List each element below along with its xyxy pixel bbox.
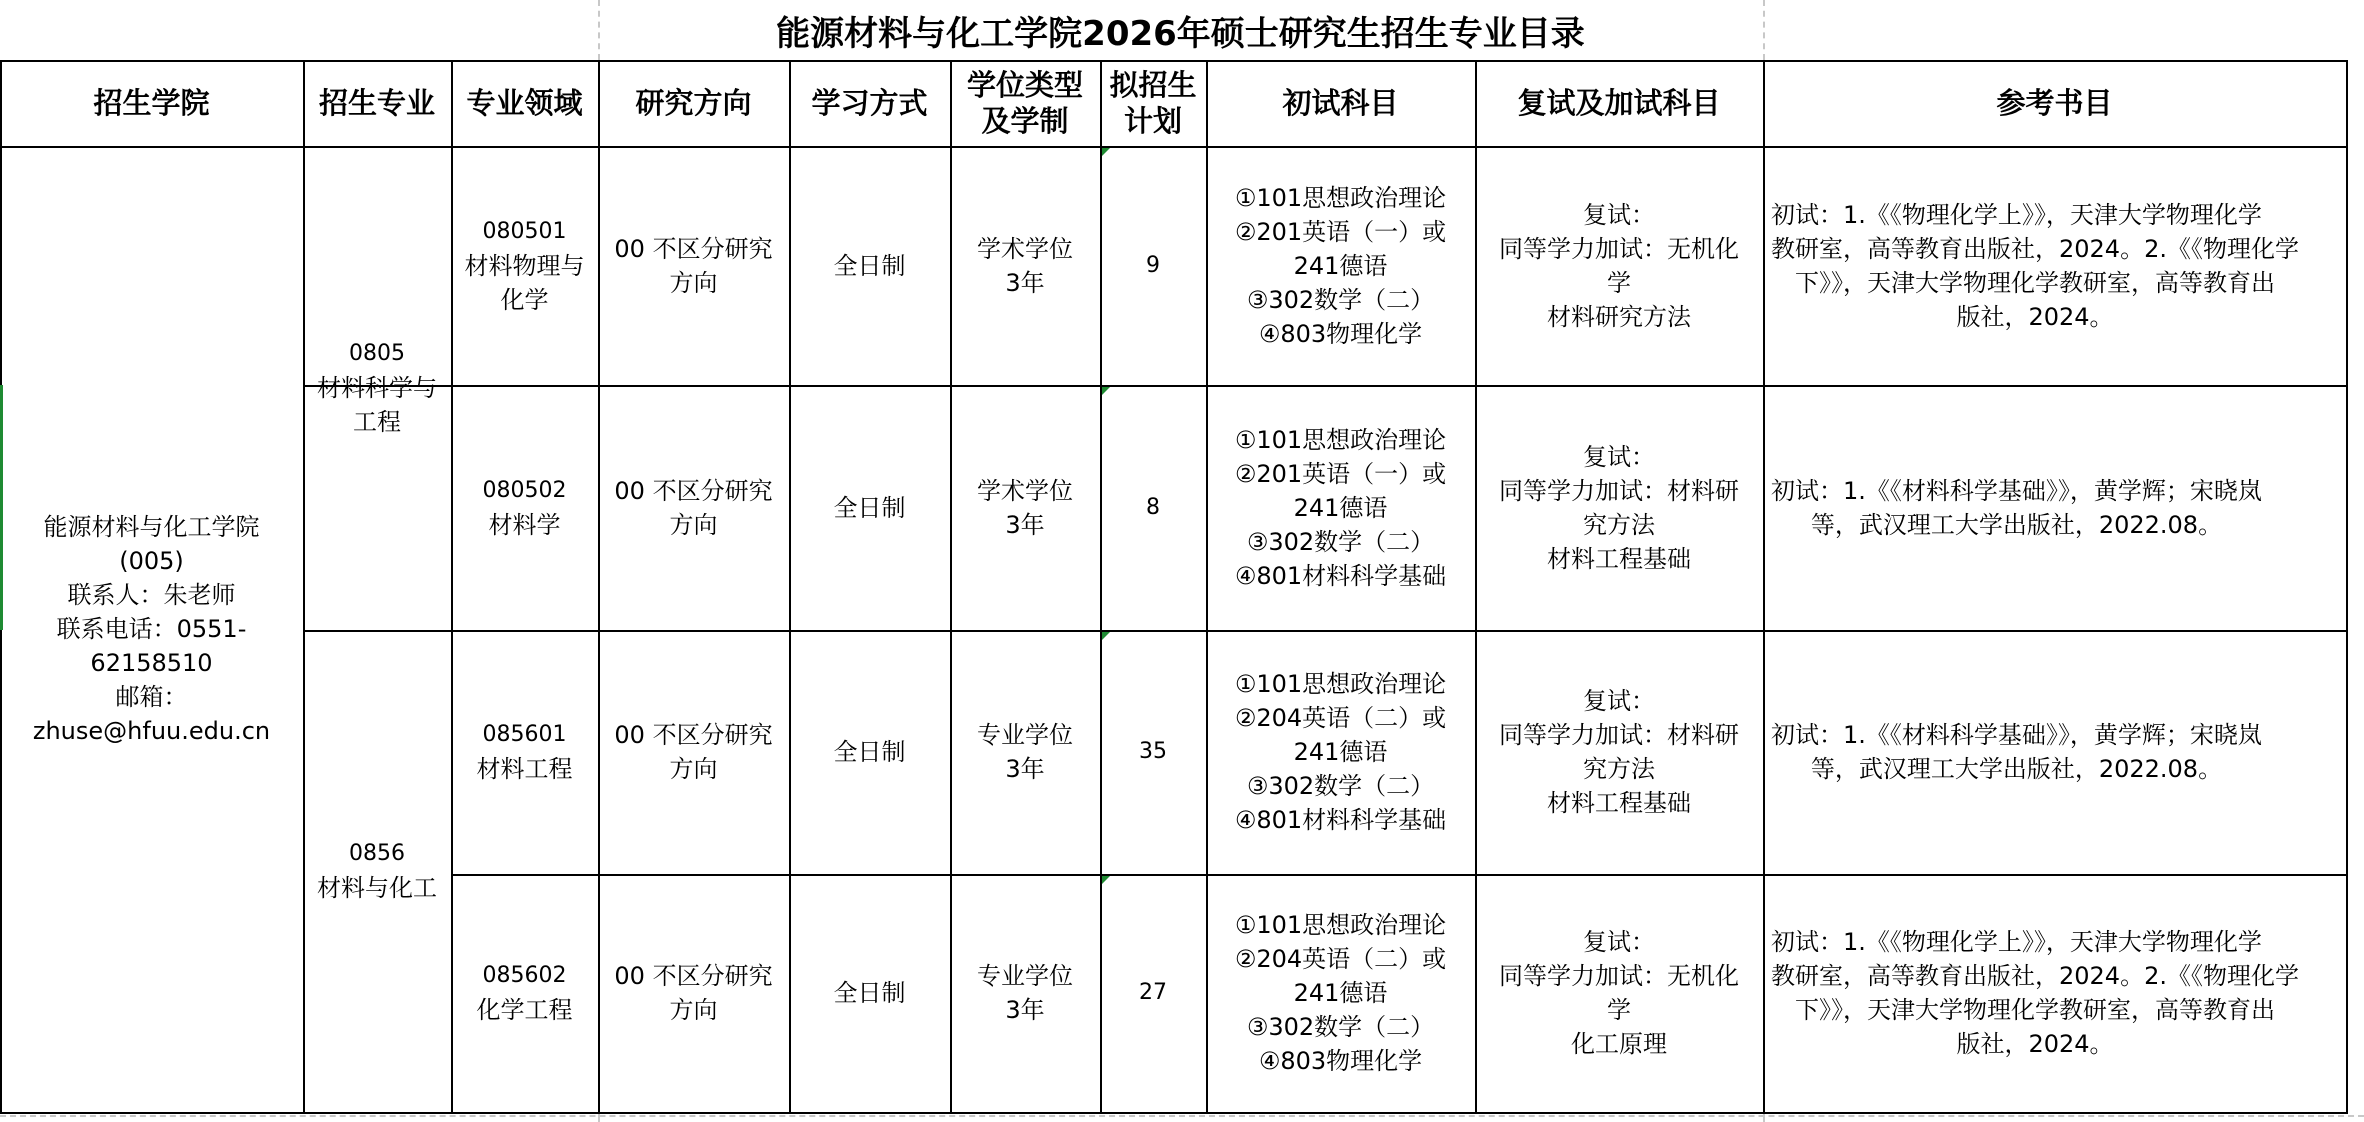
reference-books-cell: 初试：1.《《物理化学上》》，天津大学物理化学 教研室，高等教育出版社，2024。2.《《物理化学 下》》，天津大学物理化学教研室，高等教育出 版社，2024。 bbox=[1771, 928, 2299, 1058]
degree-cell: 专业学位 3年 bbox=[977, 721, 1073, 783]
direction-cell: 00 不区分研究 方向 bbox=[614, 234, 773, 297]
header-field: 专业领域 bbox=[466, 86, 583, 120]
reference-books-cell: 初试：1.《《材料科学基础》》，黄学辉；宋晓岚 等，武汉理工大学出版社，2022.08。 bbox=[1771, 721, 2262, 783]
degree-cell: 学术学位 3年 bbox=[977, 476, 1073, 539]
header-prelim-subjects: 初试科目 bbox=[1282, 86, 1399, 120]
gridline bbox=[1763, 0, 1765, 60]
page-title: 能源材料与化工学院2026年硕士研究生招生专业目录 bbox=[776, 13, 1585, 54]
gridline bbox=[0, 1115, 2364, 1117]
degree-cell: 学术学位 3年 bbox=[977, 234, 1073, 297]
retest-cell: 复试： 同等学力加试：材料研 究方法 材料工程基础 bbox=[1499, 442, 1739, 573]
header-study-mode: 学习方式 bbox=[811, 86, 928, 120]
header-retest-subjects: 复试及加试科目 bbox=[1517, 86, 1721, 120]
retest-cell: 复试： 同等学力加试：无机化 学 化工原理 bbox=[1499, 928, 1739, 1058]
table-border bbox=[2346, 60, 2348, 1114]
field-cell: 080501 材料物理与 化学 bbox=[464, 218, 585, 314]
field-cell: 085602 化学工程 bbox=[476, 963, 573, 1024]
study-mode-cell: 全日制 bbox=[833, 738, 906, 766]
plan-cell: 8 bbox=[1146, 494, 1160, 520]
header-direction: 研究方向 bbox=[635, 86, 752, 120]
major-cell: 0805 材料科学与 工程 bbox=[317, 341, 437, 436]
prelim-subjects-cell: ①101思想政治理论 ②201英语（一）或 241德语 ③302数学（二） ④801材料科学基础 bbox=[1234, 425, 1447, 590]
retest-cell: 复试： 同等学力加试：材料研 究方法 材料工程基础 bbox=[1499, 687, 1739, 817]
study-mode-cell: 全日制 bbox=[833, 979, 906, 1007]
header-major: 招生专业 bbox=[318, 86, 435, 120]
direction-cell: 00 不区分研究 方向 bbox=[614, 962, 773, 1024]
direction-cell: 00 不区分研究 方向 bbox=[614, 721, 773, 783]
retest-cell: 复试： 同等学力加试：无机化 学 材料研究方法 bbox=[1499, 200, 1739, 331]
field-cell: 080502 材料学 bbox=[482, 477, 567, 539]
plan-cell: 27 bbox=[1139, 980, 1167, 1005]
direction-cell: 00 不区分研究 方向 bbox=[614, 476, 773, 539]
prelim-subjects-cell: ①101思想政治理论 ②204英语（二）或 241德语 ③302数学（二） ④803物理化学 bbox=[1234, 911, 1447, 1075]
study-mode-cell: 全日制 bbox=[833, 493, 906, 522]
prelim-subjects-cell: ①101思想政治理论 ②204英语（二）或 241德语 ③302数学（二） ④801材料科学基础 bbox=[1234, 670, 1447, 834]
field-cell: 085601 材料工程 bbox=[476, 722, 573, 783]
plan-cell: 35 bbox=[1139, 739, 1167, 764]
header-degree-type: 学位类型 及学制 bbox=[966, 68, 1083, 138]
header-reference-books: 参考书目 bbox=[1996, 86, 2113, 120]
major-cell: 0856 材料与化工 bbox=[317, 841, 437, 902]
study-mode-cell: 全日制 bbox=[833, 251, 906, 280]
college-cell: 能源材料与化工学院 (005) 联系人：朱老师 联系电话：0551- 62158510 邮箱：zhuse@hfuu.edu.cn bbox=[32, 513, 271, 745]
table-border bbox=[0, 1112, 2346, 1114]
degree-cell: 专业学位 3年 bbox=[977, 962, 1073, 1024]
plan-cell: 9 bbox=[1146, 252, 1160, 278]
header-college: 招生学院 bbox=[93, 86, 210, 120]
prelim-subjects-cell: ①101思想政治理论 ②201英语（一）或 241德语 ③302数学（二） ④803物理化学 bbox=[1234, 183, 1447, 348]
reference-books-cell: 初试：1.《《材料科学基础》》，黄学辉；宋晓岚 等，武汉理工大学出版社，2022.08。 bbox=[1771, 476, 2262, 539]
header-plan: 拟招生 计划 bbox=[1109, 68, 1197, 138]
reference-books-cell: 初试：1.《《物理化学上》》，天津大学物理化学 教研室，高等教育出版社，2024。2.《《物理化学 下》》，天津大学物理化学教研室，高等教育出 版社，2024。 bbox=[1771, 200, 2299, 331]
